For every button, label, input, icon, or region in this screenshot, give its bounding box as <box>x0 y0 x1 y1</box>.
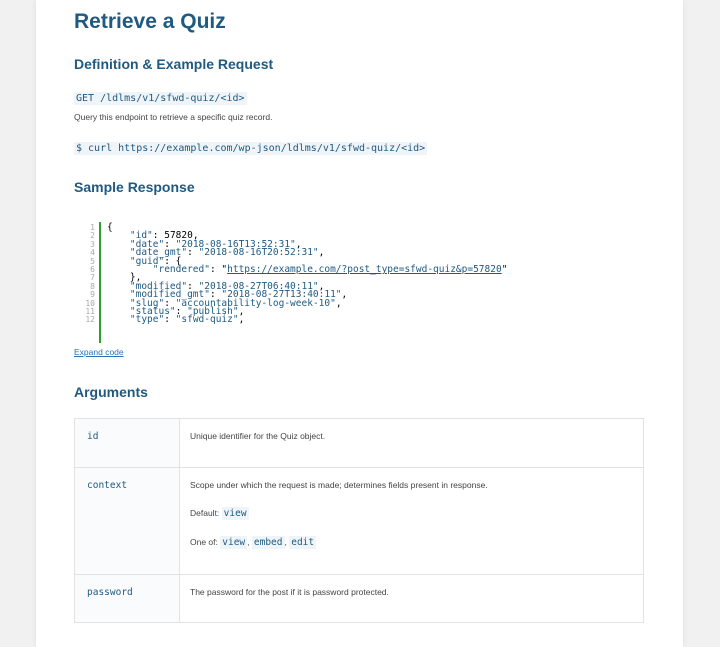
code-token: , <box>318 247 325 259</box>
gutter-bar <box>99 222 101 343</box>
code-token: "guid" <box>129 255 165 267</box>
code-token: : <box>187 280 199 292</box>
code-token: , <box>238 314 245 326</box>
code-token: 57820 <box>164 230 193 242</box>
arg-description: The password for the post if it is password protected. <box>190 587 389 597</box>
code-token: "status" <box>129 305 176 317</box>
page-card <box>36 0 683 647</box>
code-token: : <box>164 297 176 309</box>
arg-name: id <box>87 431 99 442</box>
code-token: }, <box>129 272 142 284</box>
code-token: , <box>341 289 348 301</box>
code-token: , <box>192 230 199 242</box>
code-token: "sfwd-quiz" <box>175 314 239 326</box>
code-token: : <box>164 238 176 250</box>
arg-desc-cell <box>180 468 644 575</box>
code-token: , <box>318 280 325 292</box>
code-lines <box>107 224 507 325</box>
sample-response-heading: Sample Response <box>74 179 195 195</box>
arg-name-cell <box>75 575 180 623</box>
oneof-label: One of: <box>190 537 218 547</box>
code-token: : <box>209 289 222 301</box>
page-title: Retrieve a Quiz <box>74 10 226 33</box>
code-token: , <box>295 238 302 250</box>
code-block[interactable] <box>80 220 640 343</box>
arg-name: context <box>87 480 128 491</box>
code-token: : <box>187 247 199 259</box>
arg-name-cell <box>75 419 180 468</box>
line-number: 8 <box>90 281 95 291</box>
table-row <box>75 575 644 623</box>
line-number: 2 <box>90 231 95 241</box>
oneof-value: embed <box>253 537 283 548</box>
oneof-value: view <box>222 537 246 548</box>
arg-default <box>190 508 643 519</box>
curl-code: $ curl https://example.com/wp-json/ldlms/v1/sfwd-quiz/<id> <box>76 143 426 154</box>
line-number: 6 <box>90 264 95 274</box>
code-token: : { <box>164 255 182 267</box>
table-row <box>75 468 644 575</box>
oneof-value: edit <box>291 537 315 548</box>
code-token: : <box>164 314 176 326</box>
arg-desc-cell <box>180 419 644 468</box>
line-number: 4 <box>90 248 95 258</box>
code-token: "modified" <box>129 280 188 292</box>
code-token: "2018-08-16T13:52:31" <box>175 238 296 250</box>
line-number: 11 <box>85 306 95 316</box>
definition-heading: Definition & Example Request <box>74 56 274 72</box>
line-number: 3 <box>90 239 95 249</box>
default-value: view <box>223 508 247 519</box>
line-number: 5 <box>90 256 95 266</box>
curl-example <box>74 143 427 154</box>
code-token: "date_gmt" <box>129 247 188 259</box>
expand-code-link[interactable]: Expand code <box>74 347 124 357</box>
line-number: 1 <box>90 223 95 232</box>
code-token: " <box>501 263 508 275</box>
code-token: : " <box>209 263 228 275</box>
arg-name: password <box>87 587 133 598</box>
code-token: "rendered" <box>152 263 210 275</box>
code-token: "date" <box>129 238 165 250</box>
code-token: "2018-08-27T06:40:11" <box>198 280 319 292</box>
code-token: "type" <box>129 314 165 326</box>
code-token: "modified_gmt" <box>129 289 210 301</box>
code-token <box>107 314 130 325</box>
code-token: "slug" <box>129 297 165 309</box>
arg-description: Scope under which the request is made; determines fields present in response. <box>190 480 488 490</box>
code-line <box>107 263 508 275</box>
arg-oneof: One of: view , embed , edit <box>190 537 315 548</box>
code-token: "publish" <box>187 305 239 317</box>
arguments-heading: Arguments <box>74 384 148 400</box>
endpoint-code: GET /ldlms/v1/sfwd-quiz/<id> <box>76 93 245 104</box>
line-number: 9 <box>90 290 95 300</box>
code-line <box>107 316 507 324</box>
code-token[interactable]: https://example.com/?post_type=sfwd-quiz&p=57820 <box>227 263 502 275</box>
code-token: : <box>152 230 165 242</box>
arg-description: Unique identifier for the Quiz object. <box>190 431 326 441</box>
code-token: "2018-08-27T13:40:11" <box>221 289 342 301</box>
line-number: 12 <box>85 315 95 325</box>
code-token: { <box>107 222 113 233</box>
code-token: "accountability-log-week-10" <box>175 297 336 309</box>
arg-desc-cell <box>180 575 644 623</box>
line-number: 7 <box>90 273 95 283</box>
code-token: , <box>335 297 342 309</box>
code-token: : <box>175 305 188 317</box>
table-row <box>75 419 644 468</box>
arguments-table <box>74 418 644 623</box>
code-token: "2018-08-16T20:52:31" <box>198 247 319 259</box>
line-numbers <box>80 224 95 325</box>
code-token: "id" <box>129 230 153 242</box>
arg-name-cell <box>75 468 180 575</box>
code-token: , <box>238 305 245 317</box>
line-number: 10 <box>85 298 95 308</box>
endpoint-description: Query this endpoint to retrieve a specific quiz record. <box>74 112 273 122</box>
default-label: Default: <box>190 508 220 518</box>
endpoint-path <box>74 93 247 104</box>
